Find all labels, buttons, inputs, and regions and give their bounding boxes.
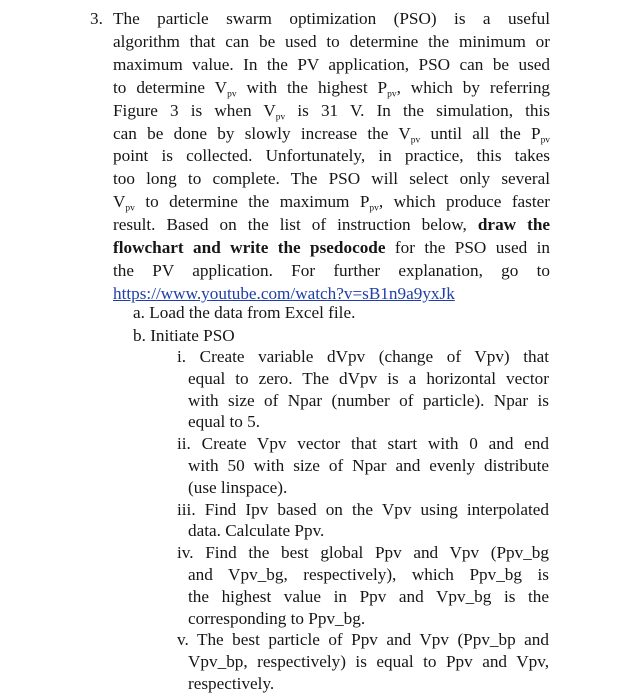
question-line-6: can be done by slowly increase the $V_{pv}$ until all the $P_{pv}$ <box>113 123 551 145</box>
roman-item-i: i. Create variable dVpv (change of Vpv) that equal to zero. The dVpv is a horizontal vector with size of Npar (number of particle). Npar is equal to 5. <box>177 347 549 432</box>
list-item-a: a. Load the data from Excel file. <box>133 303 356 322</box>
roman-item-ii: ii. Create Vpv vector that start with 0 and end with 50 with size of Npar and evenly distribute (use linspace). <box>177 434 549 497</box>
question-line-3: maximum value. In the PV application, PSO can be used <box>113 54 550 74</box>
question-line-2: algorithm that can be used to determine the minimum or <box>113 31 550 51</box>
question-line-5: Figure 3 is when $V_{pv}$ is 31 V. In the simulation, this <box>113 100 550 122</box>
question-line-9: $V_{pv}$ to determine the maximum $P_{pv}$, which produce faster <box>113 192 550 214</box>
question-3 <box>90 8 550 306</box>
question-line-7: point is collected. Unfortunately, in practice, this takes <box>113 146 550 166</box>
roman-item-v: v. The best particle of Ppv and Vpv (Ppv_bp and Vpv_bp, respectively) is equal to Ppv and Vpv, respectively. <box>177 630 549 693</box>
question-text <box>113 8 550 306</box>
question-line-10: result. Based on the list of instruction below, draw the <box>113 215 551 235</box>
question-number: 3. <box>90 9 103 28</box>
question-line-4: to determine $V_{pv}$ with the highest $P_{pv}$, which by referring <box>113 77 551 100</box>
question-line-12: the PV application. For further explanation, go to <box>113 260 550 280</box>
roman-item-iv: iv. Find the best global Ppv and Vpv (Ppv_bg and Vpv_bg, respectively), which Ppv_bg is the highest value in Ppv and Vpv_bg is the corresponding to Ppv_bg. <box>177 543 549 628</box>
list-item-b: b. Initiate PSO <box>133 326 235 345</box>
roman-item-iii: iii. Find Ipv based on the Vpv using interpolated data. Calculate Ppv. <box>177 499 549 541</box>
question-line-1: The particle swarm optimization (PSO) is a useful <box>113 9 550 28</box>
question-line-11: flowchart and write the psedocode for the PSO used in <box>113 238 550 258</box>
youtube-link[interactable]: https://www.youtube.com/watch?v=sB1n9a9yxJk <box>113 283 455 303</box>
roman-list <box>177 346 549 695</box>
question-line-8: too long to complete. The PSO will select only several <box>113 169 550 189</box>
